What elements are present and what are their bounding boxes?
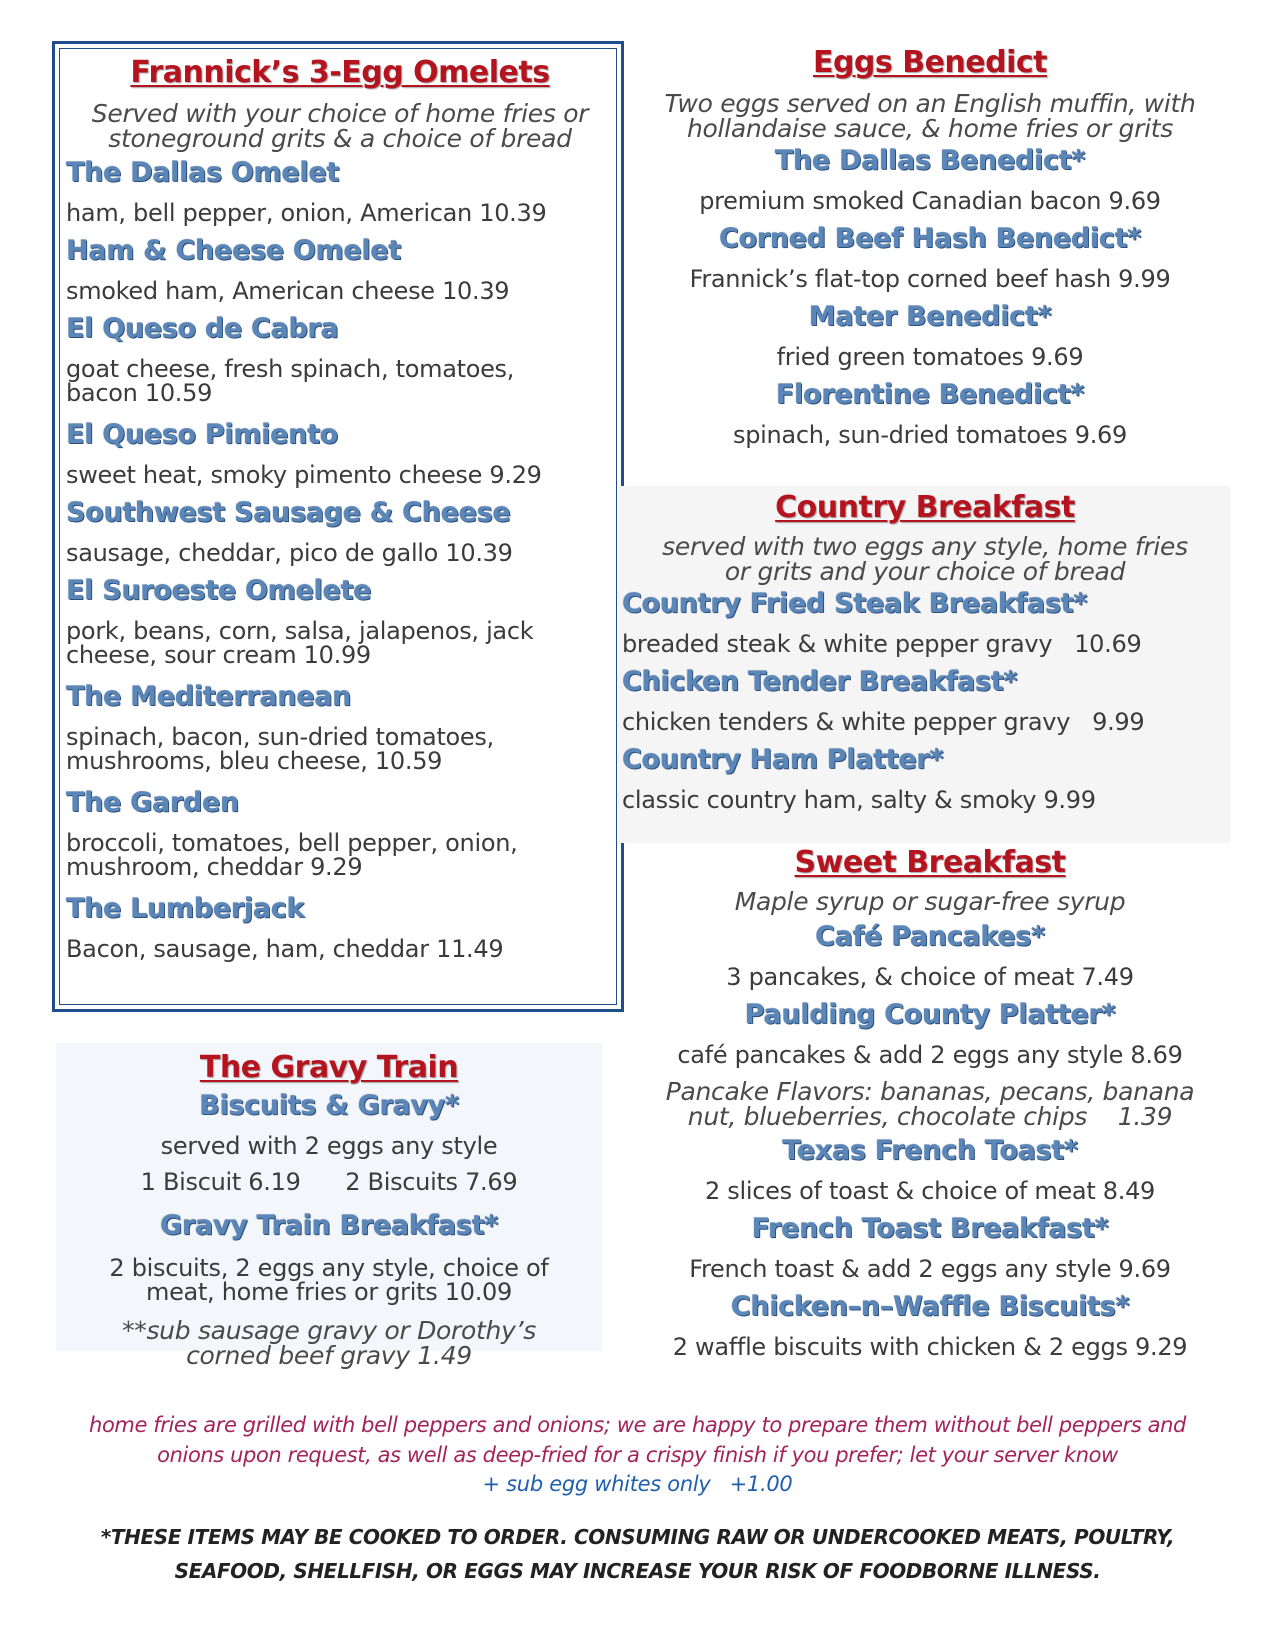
omelet-desc-line: pork, beans, corn, salsa, jalapenos, jack	[66, 617, 534, 645]
gravy-content	[56, 1050, 602, 1368]
omelet-desc-line: mushroom, cheddar 9.29	[66, 853, 363, 881]
gravy-title: The Gravy Train	[199, 1050, 459, 1085]
sweet-title: Sweet Breakfast	[794, 845, 1066, 880]
sweet-item-name: Texas French Toast*	[782, 1135, 1078, 1166]
warning-line: SEAFOOD, SHELLFISH, OR EGGS MAY INCREASE YOUR RISK OF FOODBORNE ILLNESS.	[174, 1559, 1101, 1583]
omelets-content	[66, 55, 614, 961]
sweet-item-name: Paulding County Platter*	[744, 999, 1116, 1030]
omelet-desc-line: mushrooms, bleu cheese, 10.59	[66, 747, 443, 775]
country-intro	[622, 534, 1228, 584]
omelet-item-desc: sweet heat, smoky pimento cheese 9.29	[66, 461, 542, 489]
gravy-item-name: Biscuits & Gravy*	[199, 1090, 459, 1121]
pancake-flavors-line: nut, blueberries, chocolate chips 1.39	[687, 1102, 1173, 1131]
country-intro-line2: or grits and your choice of bread	[724, 557, 1126, 586]
sweet-item-desc: café pancakes & add 2 eggs any style 8.69	[677, 1041, 1183, 1069]
gravy-item-name: Gravy Train Breakfast*	[159, 1210, 498, 1241]
country-item-name: Chicken Tender Breakfast*	[622, 666, 1018, 697]
country-content	[622, 490, 1228, 812]
omelet-desc-line: bacon 10.59	[66, 379, 213, 407]
gravy-desc-line: meat, home fries or grits 10.09	[146, 1278, 512, 1306]
omelet-item-name: Southwest Sausage & Cheese	[66, 497, 511, 528]
benedict-title: Eggs Benedict	[812, 45, 1048, 80]
country-title: Country Breakfast	[775, 490, 1075, 525]
omelet-item-name: El Queso Pimiento	[66, 419, 338, 450]
omelet-item-desc	[66, 619, 614, 681]
omelets-title: Frannick’s 3-Egg Omelets	[130, 55, 550, 90]
omelet-item-desc: sausage, cheddar, pico de gallo 10.39	[66, 539, 513, 567]
sweet-item-desc: 2 waffle biscuits with chicken & 2 eggs 9.29	[672, 1333, 1188, 1361]
omelet-item-desc	[66, 831, 614, 893]
gravy-item-prices	[56, 1170, 602, 1210]
benedict-item-name: The Dallas Benedict*	[774, 145, 1086, 176]
country-item-name: Country Ham Platter*	[622, 744, 944, 775]
omelets-intro-line1: Served with your choice of home fries or	[91, 99, 589, 128]
benedict-section	[620, 45, 1240, 447]
benedict-intro	[620, 91, 1240, 141]
benedict-item-desc: premium smoked Canadian bacon 9.69	[699, 187, 1161, 215]
egg-whites-note: + sub egg whites only +1.00	[482, 1472, 793, 1496]
sweet-item-name: Chicken–n–Waffle Biscuits*	[730, 1291, 1130, 1322]
pancake-flavors	[620, 1079, 1240, 1135]
home-fries-line: home fries are grilled with bell peppers and onions; we are happy to prepare them without bell peppers and	[89, 1413, 1186, 1437]
omelet-desc-line: cheese, sour cream 10.99	[66, 641, 371, 669]
benedict-intro-line2: hollandaise sauce, & home fries or grits	[687, 114, 1173, 143]
one-biscuit-price: 1 Biscuit 6.19	[140, 1168, 301, 1196]
country-item-name: Country Fried Steak Breakfast*	[622, 588, 1088, 619]
benedict-item-desc: fried green tomatoes 9.69	[776, 343, 1084, 371]
benedict-item-name: Mater Benedict*	[808, 301, 1052, 332]
omelet-desc-line: spinach, bacon, sun-dried tomatoes,	[66, 723, 494, 751]
omelet-item-desc: ham, bell pepper, onion, American 10.39	[66, 199, 547, 227]
two-biscuits-price: 2 Biscuits 7.69	[345, 1168, 518, 1196]
gravy-note-line: **sub sausage gravy or Dorothy’s	[122, 1316, 536, 1345]
omelet-item-name: El Queso de Cabra	[66, 313, 339, 344]
gravy-note	[56, 1318, 602, 1368]
omelet-desc-line: goat cheese, fresh spinach, tomatoes,	[66, 355, 515, 383]
sweet-intro: Maple syrup or sugar-free syrup	[734, 887, 1126, 916]
gravy-item-desc: served with 2 eggs any style	[160, 1132, 498, 1160]
omelet-item-desc	[66, 357, 614, 419]
omelets-intro-line2: stoneground grits & a choice of bread	[108, 124, 572, 153]
pancake-flavors-line: Pancake Flavors: bananas, pecans, banana	[665, 1077, 1195, 1106]
footer	[20, 1410, 1255, 1588]
omelet-item-desc: smoked ham, American cheese 10.39	[66, 277, 510, 305]
country-intro-line1: served with two eggs any style, home fries	[662, 532, 1188, 561]
benedict-item-desc: spinach, sun-dried tomatoes 9.69	[733, 421, 1127, 449]
benedict-item-name: Florentine Benedict*	[775, 379, 1085, 410]
omelet-item-name: The Mediterranean	[66, 681, 352, 712]
benedict-item-desc: Frannick’s flat-top corned beef hash 9.99	[689, 265, 1171, 293]
benedict-intro-line1: Two eggs served on an English muffin, with	[664, 89, 1196, 118]
sweet-item-desc: 2 slices of toast & choice of meat 8.49	[704, 1177, 1156, 1205]
omelet-item-name: The Garden	[66, 787, 239, 818]
country-item-desc: breaded steak & white pepper gravy 10.69	[622, 630, 1142, 658]
sweet-item-desc: French toast & add 2 eggs any style 9.69	[689, 1255, 1171, 1283]
country-item-desc: classic country ham, salty & smoky 9.99	[622, 786, 1096, 814]
country-item-desc: chicken tenders & white pepper gravy 9.99	[622, 708, 1145, 736]
gravy-item-desc	[56, 1256, 602, 1318]
omelet-item-desc: Bacon, sausage, ham, cheddar 11.49	[66, 935, 504, 963]
gravy-desc-line: 2 biscuits, 2 eggs any style, choice of	[109, 1254, 549, 1282]
sweet-item-desc: 3 pancakes, & choice of meat 7.49	[726, 963, 1134, 991]
home-fries-line: onions upon request, as well as deep-fried for a crispy finish if you prefer; let your server know	[157, 1443, 1118, 1467]
omelet-item-name: The Lumberjack	[66, 893, 305, 924]
health-warning	[20, 1520, 1255, 1588]
omelet-item-desc	[66, 725, 614, 787]
benedict-item-name: Corned Beef Hash Benedict*	[718, 223, 1142, 254]
gravy-note-line: corned beef gravy 1.49	[186, 1341, 472, 1370]
omelet-item-name: Ham & Cheese Omelet	[66, 235, 401, 266]
sweet-item-name: French Toast Breakfast*	[751, 1213, 1109, 1244]
home-fries-note	[20, 1410, 1255, 1470]
sweet-item-name: Café Pancakes*	[815, 921, 1045, 952]
warning-line: *THESE ITEMS MAY BE COOKED TO ORDER. CONSUMING RAW OR UNDERCOOKED MEATS, POULTRY,	[100, 1525, 1175, 1549]
omelet-item-name: The Dallas Omelet	[66, 157, 339, 188]
omelets-intro	[66, 101, 614, 151]
omelet-desc-line: broccoli, tomatoes, bell pepper, onion,	[66, 829, 518, 857]
omelet-item-name: El Suroeste Omelete	[66, 575, 372, 606]
sweet-section	[620, 845, 1240, 1359]
